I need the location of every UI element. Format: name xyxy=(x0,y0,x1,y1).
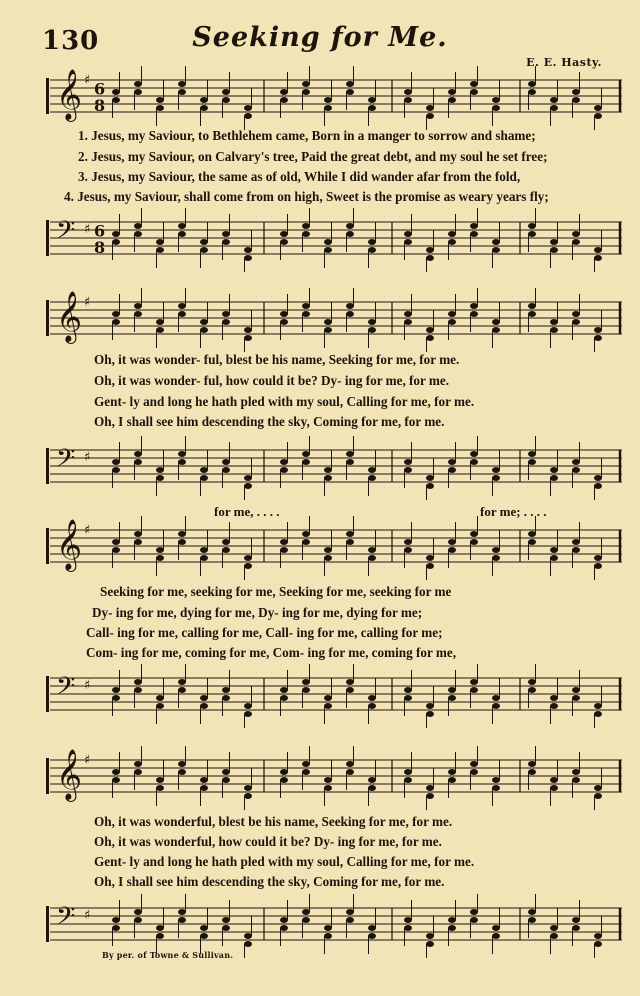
note-heads xyxy=(112,208,602,272)
system4-line-4: Oh, I shall see him descending the sky, Coming for me, for me. xyxy=(94,874,445,889)
note-heads xyxy=(112,664,602,728)
system3-line-2: Dy- ing for me, dying for me, Dy- ing for me, dying for me; xyxy=(92,605,423,620)
page-number: 130 xyxy=(42,26,100,56)
system2-line-4: Oh, I shall see him descending the sky, Coming for me, for me. xyxy=(94,414,445,429)
sharp-icon: ♯ xyxy=(84,678,91,694)
system1-verse-2: 2. Jesus, my Saviour, on Calvary's tree, Paid the great debt, and my soul he set free; xyxy=(78,149,548,164)
treble-clef-icon: 𝄞 xyxy=(56,748,83,800)
system-bar xyxy=(46,220,49,256)
system3-cue-right: for me; . . . . xyxy=(480,504,547,519)
system3-line-3: Call- ing for me, calling for me, Call- ing for me, calling for me; xyxy=(86,625,443,640)
note-heads xyxy=(112,894,602,958)
sharp-icon: ♯ xyxy=(84,222,91,238)
system3-treble-staff xyxy=(42,516,626,580)
system-bar xyxy=(46,758,49,794)
note-heads xyxy=(112,288,602,352)
system2-bass-staff xyxy=(42,436,626,500)
bass-clef-icon: 𝄢 xyxy=(56,901,76,937)
system2-line-2: Oh, it was wonder- ful, how could it be? Dy- ing for me, for me. xyxy=(94,373,450,388)
system4-line-3: Gent- ly and long he hath pled with my soul, Calling for me, for me. xyxy=(94,854,475,869)
time-sig-top: 6 xyxy=(94,79,106,99)
bass-clef-icon: 𝄢 xyxy=(56,443,76,479)
system4-line-2: Oh, it was wonderful, how could it be? Dy- ing for me, for me. xyxy=(94,834,442,849)
song-title: Seeking for Me. xyxy=(192,22,448,53)
sharp-icon: ♯ xyxy=(84,450,91,466)
system1-verse-3: 3. Jesus, my Saviour, the same as of old, While I did wander afar from the fold, xyxy=(78,169,521,184)
system-bar xyxy=(46,300,49,336)
system-bar xyxy=(46,528,49,564)
sharp-icon: ♯ xyxy=(84,523,91,538)
sharp-icon: ♯ xyxy=(84,908,91,924)
system4-bass-staff xyxy=(42,894,626,958)
system2-line-1: Oh, it was wonder- ful, blest be his name, Seeking for me, for me. xyxy=(94,352,460,367)
sharp-icon: ♯ xyxy=(84,753,91,768)
composer-credit: E. E. Hasty. xyxy=(526,56,602,69)
system1-verse-4: 4. Jesus, my Saviour, shall come from on high, Sweet is the promise as weary years fly; xyxy=(64,189,549,204)
system4-treble-staff xyxy=(42,746,626,810)
bass-clef-icon: 𝄢 xyxy=(56,671,76,707)
time-sig-bottom: 8 xyxy=(94,96,106,116)
system-bar xyxy=(46,78,49,114)
note-heads xyxy=(112,66,602,130)
system2-line-3: Gent- ly and long he hath pled with my soul, Calling for me, for me. xyxy=(94,394,475,409)
system3-cue-left: for me, . . . . xyxy=(214,504,280,519)
system2-treble-staff xyxy=(42,288,626,352)
note-heads xyxy=(112,746,602,810)
system3-line-4: Com- ing for me, coming for me, Com- ing for me, coming for me, xyxy=(86,645,457,660)
note-heads xyxy=(112,516,602,580)
sharp-icon: ♯ xyxy=(84,73,91,88)
permission-credit: By per. of Towne & Sullivan. xyxy=(102,950,234,960)
system4-line-1: Oh, it was wonderful, blest be his name, Seeking for me, for me. xyxy=(94,814,453,829)
treble-clef-icon: 𝄞 xyxy=(56,68,83,120)
system3-line-1: Seeking for me, seeking for me, Seeking for me, seeking for me xyxy=(100,584,452,599)
bass-clef-icon: 𝄢 xyxy=(56,215,76,251)
system3-bass-staff xyxy=(42,664,626,728)
system1-bass-staff xyxy=(42,208,626,272)
system-bar xyxy=(46,448,49,484)
time-sig-bottom: 8 xyxy=(94,238,106,258)
treble-clef-icon: 𝄞 xyxy=(56,518,83,570)
system1-treble-staff xyxy=(42,66,626,130)
treble-clef-icon: 𝄞 xyxy=(56,290,83,342)
sharp-icon: ♯ xyxy=(84,295,91,310)
time-sig-top: 6 xyxy=(94,221,106,241)
system-bar xyxy=(46,906,49,942)
note-heads xyxy=(112,436,602,500)
system-bar xyxy=(46,676,49,712)
system1-verse-1: 1. Jesus, my Saviour, to Bethlehem came, Born in a manger to sorrow and shame; xyxy=(78,128,536,143)
